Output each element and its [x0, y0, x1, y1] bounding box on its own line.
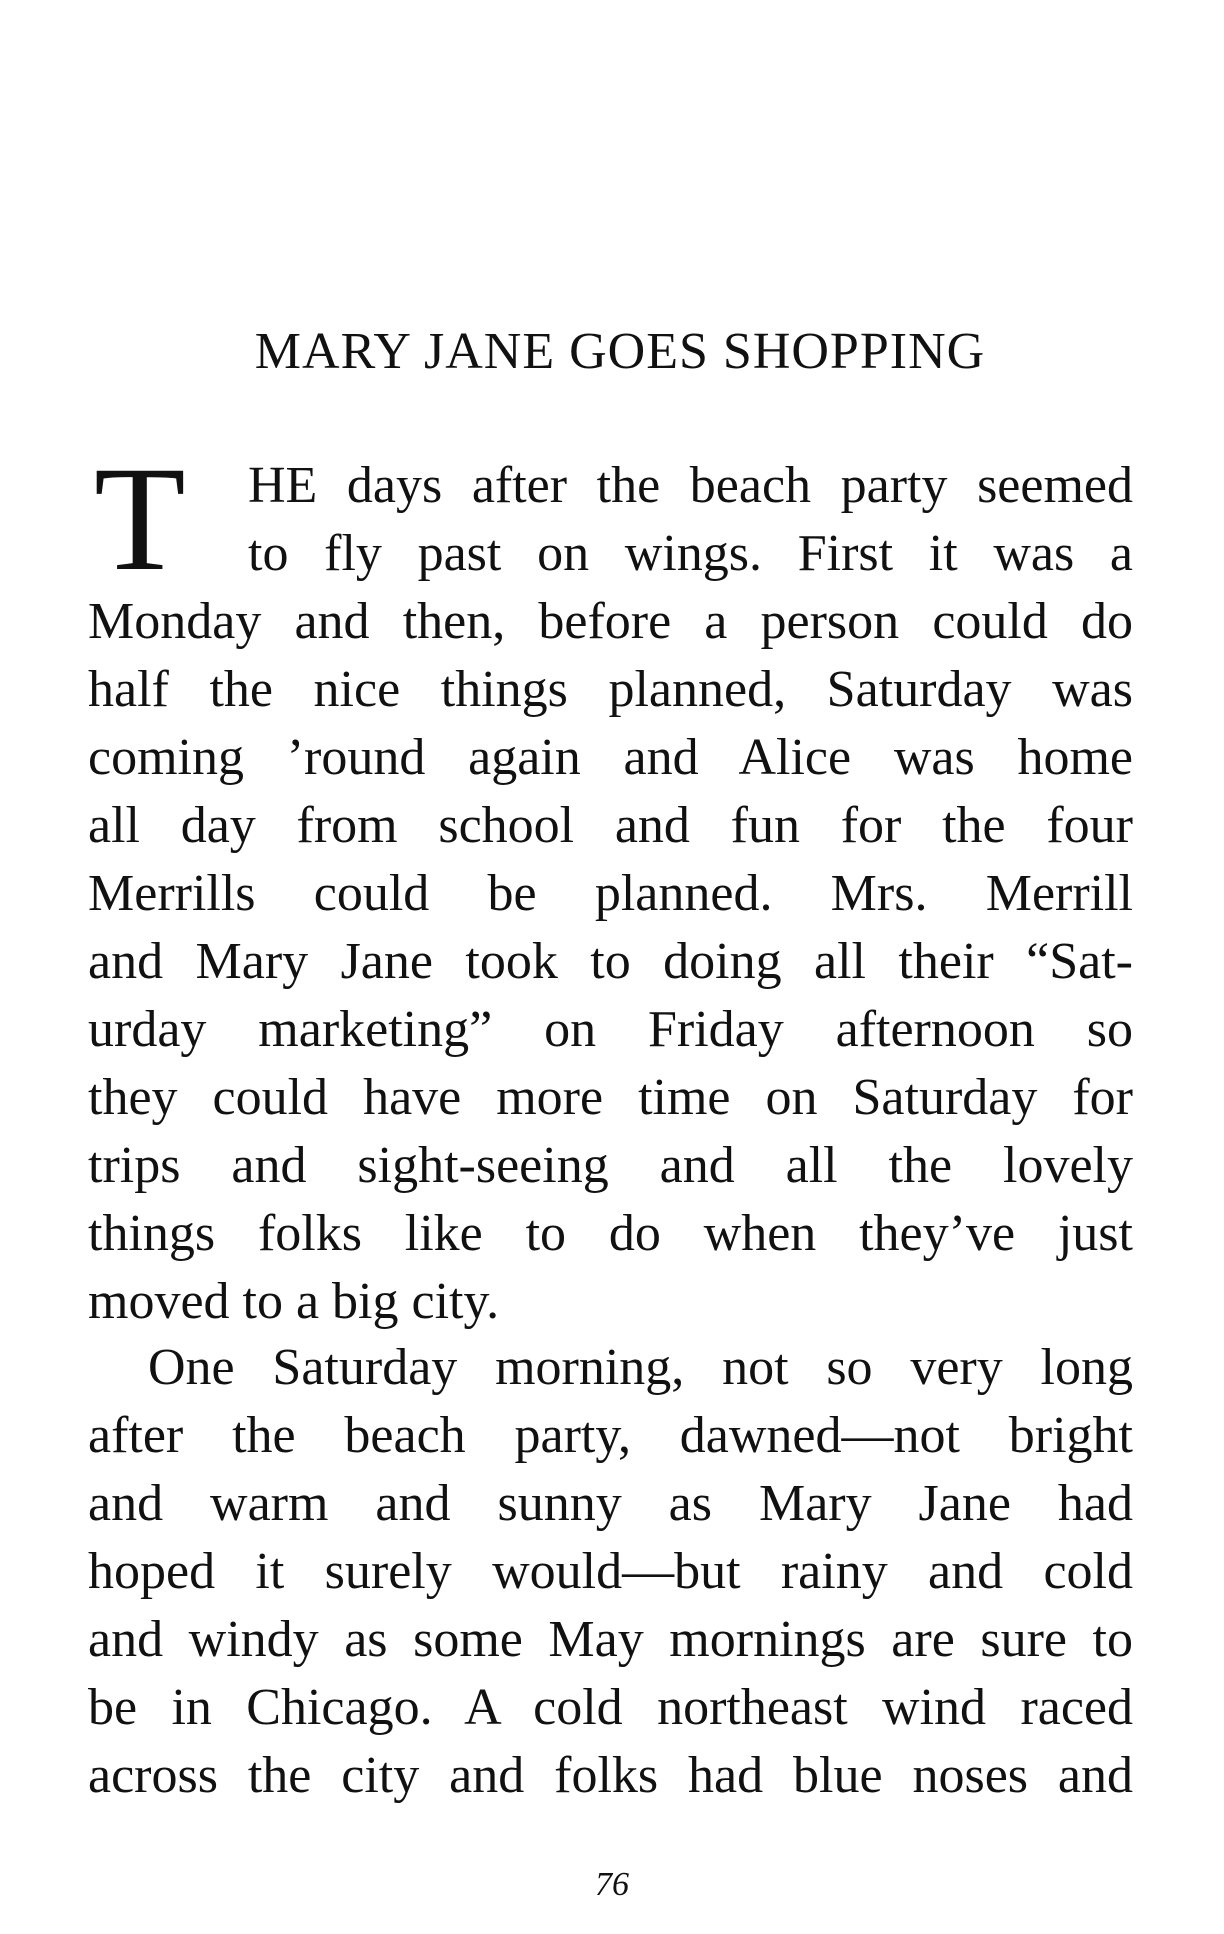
text-line: all day from school and fun for the four: [88, 797, 1133, 854]
chapter-title: MARY JANE GOES SHOPPING: [254, 323, 986, 380]
text-line: and windy as some May mornings are sure to: [88, 1611, 1133, 1668]
text-line: coming ’round again and Alice was home: [88, 729, 1133, 786]
paragraph-1: [88, 452, 1133, 1336]
text-line: be in Chicago. A cold northeast wind raced: [88, 1679, 1133, 1736]
page-number: 76: [595, 1866, 629, 1903]
text-line: Monday and then, before a person could do: [88, 593, 1133, 650]
text-line: things folks like to do when they’ve just: [88, 1205, 1133, 1262]
text-line: urday marketing” on Friday afternoon so: [88, 1001, 1133, 1058]
text-line: One Saturday morning, not so very long: [148, 1339, 1133, 1396]
text-line: hoped it surely would—but rainy and cold: [88, 1543, 1133, 1600]
text-line: and warm and sunny as Mary Jane had: [88, 1475, 1133, 1532]
text-line: moved to a big city.: [88, 1273, 500, 1330]
text-line: Merrills could be planned. Mrs. Merrill: [88, 865, 1133, 922]
text-line: half the nice things planned, Saturday was: [88, 661, 1133, 718]
text-line: and Mary Jane took to doing all their “Sat-: [88, 933, 1133, 990]
text-line: after the beach party, dawned—not bright: [88, 1407, 1133, 1464]
text-line: across the city and folks had blue noses and: [88, 1747, 1133, 1804]
text-line: they could have more time on Saturday for: [88, 1069, 1133, 1126]
paragraph-2: [88, 1334, 1133, 1810]
text-line: trips and sight-seeing and all the lovely: [88, 1137, 1133, 1194]
text-line: HE days after the beach party seemed: [248, 457, 1133, 514]
drop-cap: T: [94, 436, 186, 602]
text-line: to fly past on wings. First it was a: [248, 525, 1133, 582]
